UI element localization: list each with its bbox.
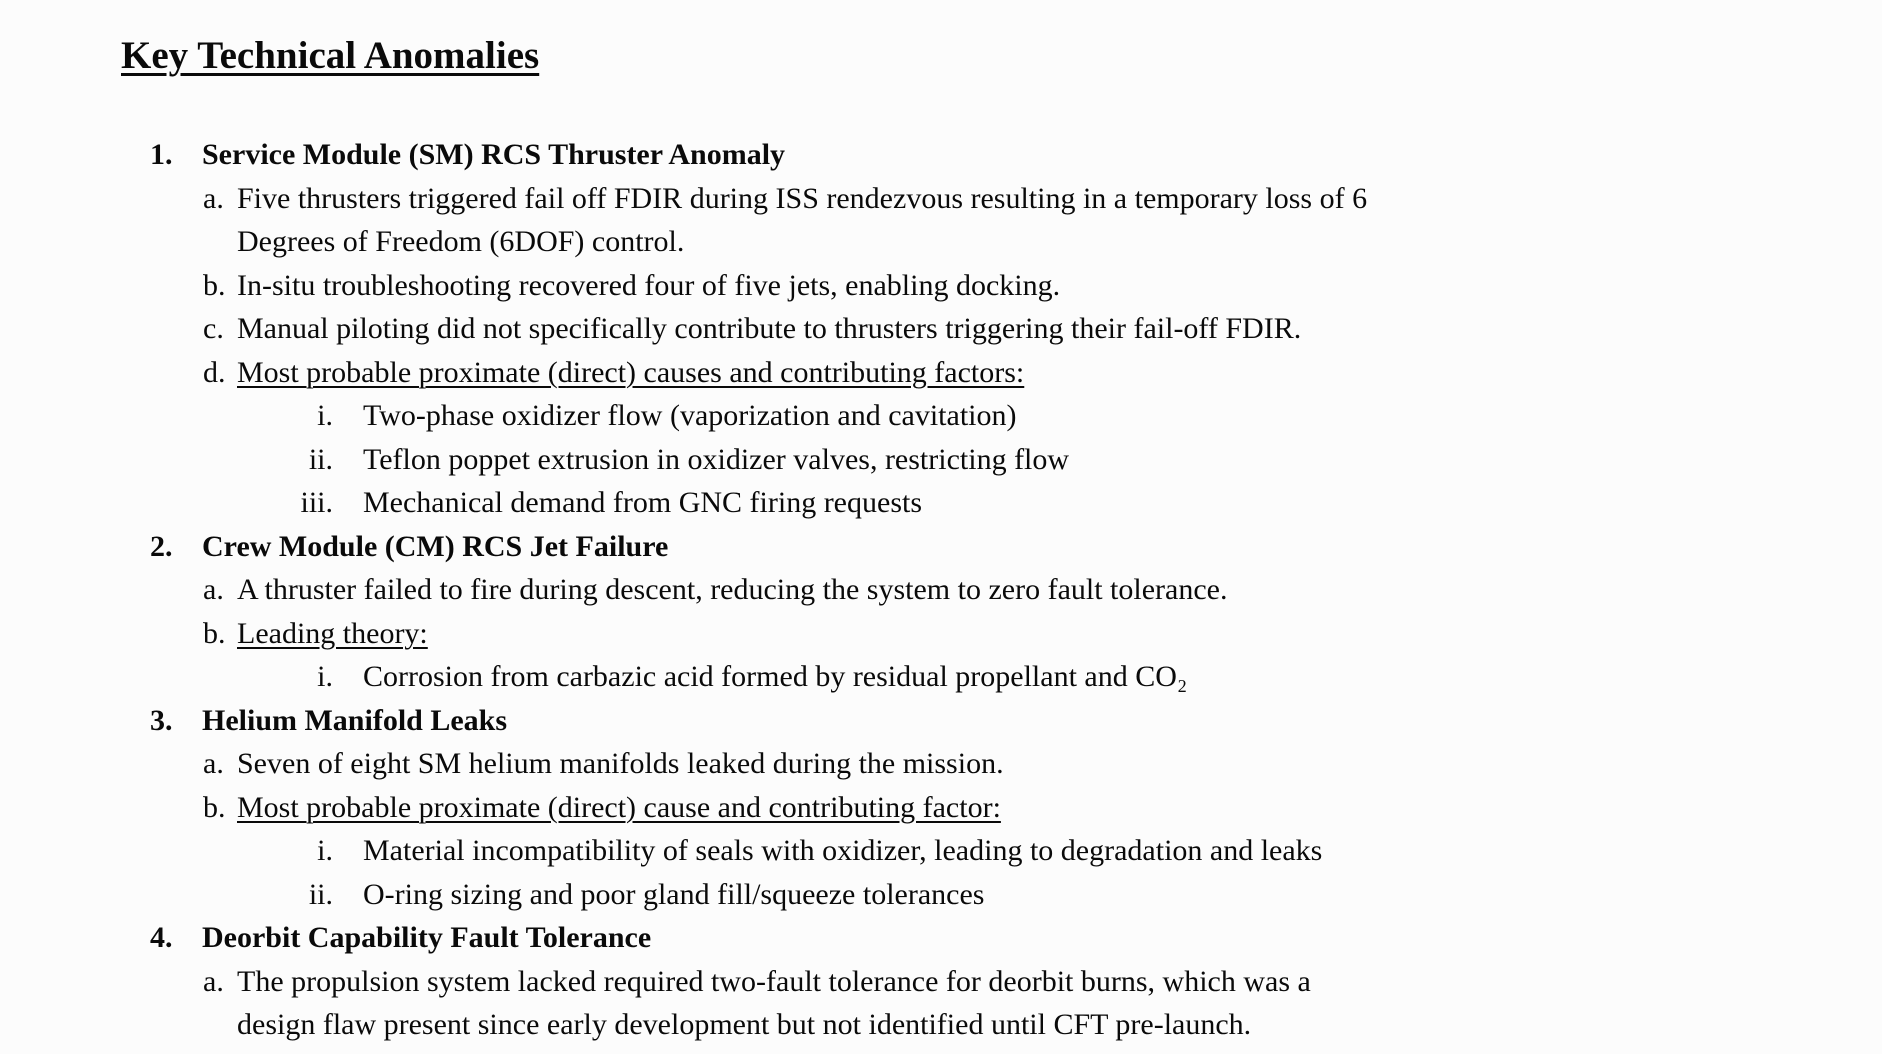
- list-text: Manual piloting did not specifically contribute to thrusters triggering their fail-off FDIR.: [237, 312, 1302, 345]
- list-text: In-situ troubleshooting recovered four of five jets, enabling docking.: [237, 268, 1061, 302]
- list-marker: i.: [317, 399, 333, 432]
- list-text: Most probable proximate (direct) cause and contributing factor:: [237, 790, 1001, 824]
- roman-sub-item: [0, 873, 1882, 917]
- list-text: Crew Module (CM) RCS Jet Failure: [202, 529, 669, 563]
- numbered-item-title: [0, 525, 1882, 569]
- list-text: Material incompatibility of seals with oxidizer, leading to degradation and leaks: [363, 834, 1323, 867]
- list-marker: b.: [203, 790, 226, 824]
- list-marker: 4.: [150, 921, 173, 954]
- lettered-sub-item: [0, 786, 1882, 830]
- list-marker: c.: [203, 312, 224, 345]
- list-text: The propulsion system lacked required two-fault tolerance for deorbit burns, which was a: [237, 964, 1311, 998]
- list-marker: a.: [203, 964, 224, 998]
- list-text: design flaw present since early development but not identified until CFT pre-launch.: [237, 1008, 1252, 1041]
- list-text: Service Module (SM) RCS Thruster Anomaly: [202, 138, 786, 171]
- lettered-sub-item: [0, 307, 1882, 351]
- page-title: Key Technical Anomalies: [121, 34, 540, 77]
- list-marker: d.: [203, 355, 226, 389]
- list-text: Corrosion from carbazic acid formed by residual propellant and CO₂: [363, 660, 1188, 693]
- numbered-item-title: [0, 133, 1882, 177]
- roman-sub-item: [0, 438, 1882, 482]
- roman-sub-item: [0, 829, 1882, 873]
- lettered-sub-item: [0, 568, 1882, 612]
- list-text: A thruster failed to fire during descent, reducing the system to zero fault tolerance.: [237, 573, 1228, 606]
- list-marker: 3.: [150, 703, 173, 737]
- list-text: Five thrusters triggered fail off FDIR during ISS rendezvous resulting in a temporary loss of 6: [237, 181, 1368, 215]
- list-marker: a.: [203, 747, 224, 780]
- lettered-sub-item: [0, 351, 1882, 395]
- roman-sub-item: [0, 481, 1882, 525]
- list-text: Helium Manifold Leaks: [202, 703, 508, 737]
- list-marker: a.: [203, 573, 224, 606]
- lettered-sub-item: [0, 1003, 1882, 1047]
- list-marker: 1.: [150, 138, 173, 171]
- list-marker: b.: [203, 268, 226, 302]
- list-text: Most probable proximate (direct) causes and contributing factors:: [237, 355, 1025, 389]
- list-marker: ii.: [308, 877, 333, 911]
- list-marker: i.: [317, 834, 333, 867]
- list-text: O-ring sizing and poor gland fill/squeeze tolerances: [363, 877, 985, 911]
- list-marker: a.: [203, 181, 224, 215]
- anomaly-list: [0, 133, 1882, 1047]
- list-marker: iii.: [300, 486, 333, 519]
- numbered-item-title: [0, 699, 1882, 743]
- list-marker: 2.: [150, 529, 173, 563]
- list-marker: b.: [203, 616, 226, 650]
- roman-sub-item: [0, 394, 1882, 438]
- lettered-sub-item: [0, 742, 1882, 786]
- list-text: Deorbit Capability Fault Tolerance: [202, 921, 652, 954]
- list-text: Leading theory:: [237, 616, 428, 650]
- list-text: Degrees of Freedom (6DOF) control.: [237, 225, 685, 258]
- lettered-sub-item: [0, 612, 1882, 656]
- lettered-sub-item: [0, 220, 1882, 264]
- list-text: Teflon poppet extrusion in oxidizer valves, restricting flow: [363, 442, 1070, 476]
- lettered-sub-item: [0, 177, 1882, 221]
- roman-sub-item: [0, 655, 1882, 699]
- list-text: Two-phase oxidizer flow (vaporization and cavitation): [363, 399, 1017, 432]
- lettered-sub-item: [0, 960, 1882, 1004]
- list-marker: ii.: [308, 442, 333, 476]
- numbered-item-title: [0, 916, 1882, 960]
- lettered-sub-item: [0, 264, 1882, 308]
- list-text: Seven of eight SM helium manifolds leaked during the mission.: [237, 747, 1004, 780]
- list-text: Mechanical demand from GNC firing requests: [363, 486, 922, 519]
- list-marker: i.: [317, 660, 333, 693]
